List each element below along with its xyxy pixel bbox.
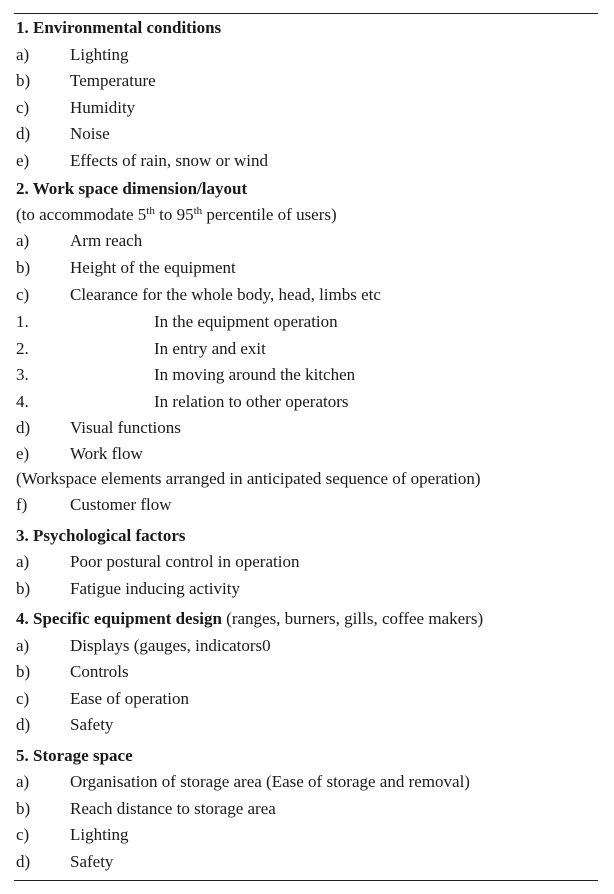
note-middle: to 95 <box>154 205 194 224</box>
item-text: Noise <box>70 124 110 143</box>
section-heading-text: 3. Psychological factors <box>16 526 186 545</box>
subitem-marker: 1. <box>16 312 29 331</box>
item-marker: d) <box>16 852 31 871</box>
list-item <box>16 686 189 712</box>
subitem-marker: 2. <box>16 339 29 358</box>
item-marker: a) <box>16 231 30 250</box>
top-rule <box>14 13 598 14</box>
list-item <box>16 228 142 254</box>
item-marker: d) <box>16 715 31 734</box>
section-heading <box>16 15 221 41</box>
subitem-text: In the equipment operation <box>154 312 338 331</box>
item-text: Visual functions <box>70 418 181 437</box>
item-marker: b) <box>16 579 31 598</box>
sub-list-item <box>16 389 349 415</box>
item-text: Safety <box>70 715 114 734</box>
item-marker: b) <box>16 799 31 818</box>
subitem-text: In entry and exit <box>154 339 266 358</box>
item-marker: f) <box>16 495 28 514</box>
list-item <box>16 68 156 94</box>
list-item <box>16 441 143 467</box>
item-text: Customer flow <box>70 495 172 514</box>
item-text: Lighting <box>70 825 129 844</box>
item-marker: c) <box>16 98 30 117</box>
list-item <box>16 796 276 822</box>
item-marker: d) <box>16 124 31 143</box>
section-heading <box>16 176 247 202</box>
note-sup-1: th <box>146 205 155 217</box>
workflow-note <box>16 466 481 492</box>
subitem-marker: 3. <box>16 365 29 384</box>
list-item <box>16 148 268 174</box>
subitem-text: In relation to other operators <box>154 392 349 411</box>
item-text: Fatigue inducing activity <box>70 579 240 598</box>
list-item <box>16 659 129 685</box>
list-item <box>16 849 113 875</box>
list-item <box>16 121 110 147</box>
item-text: Organisation of storage area (Ease of storage and removal) <box>70 772 470 791</box>
bottom-rule <box>14 880 598 881</box>
item-marker: a) <box>16 772 30 791</box>
list-item <box>16 415 181 441</box>
item-text: Temperature <box>70 71 156 90</box>
item-marker: a) <box>16 636 30 655</box>
item-text: Effects of rain, snow or wind <box>70 151 268 170</box>
item-marker: b) <box>16 662 31 681</box>
item-text: Reach distance to storage area <box>70 799 276 818</box>
list-item <box>16 42 129 68</box>
item-marker: d) <box>16 418 31 437</box>
list-item <box>16 633 271 659</box>
list-item <box>16 492 172 518</box>
item-text: Displays (gauges, indicators0 <box>70 636 271 655</box>
item-marker: a) <box>16 552 30 571</box>
list-item <box>16 282 381 308</box>
workflow-note-text: (Workspace elements arranged in anticipated sequence of operation) <box>16 469 481 488</box>
item-text: Work flow <box>70 444 143 463</box>
list-item <box>16 576 240 602</box>
section-heading <box>16 743 133 769</box>
section-heading-text: 4. Specific equipment design <box>16 609 222 628</box>
section-heading <box>16 606 483 632</box>
list-item <box>16 95 135 121</box>
note-prefix: (to accommodate 5 <box>16 205 147 224</box>
item-marker: e) <box>16 151 30 170</box>
section-heading <box>16 523 186 549</box>
item-text: Arm reach <box>70 231 143 250</box>
sub-list-item <box>16 309 338 335</box>
section-heading-text: 2. Work space dimension/layout <box>16 179 248 198</box>
sub-list-item <box>16 336 266 362</box>
list-item <box>16 255 236 281</box>
item-marker: c) <box>16 825 30 844</box>
item-text: Clearance for the whole body, head, limbs etc <box>70 285 381 304</box>
subitem-marker: 4. <box>16 392 29 411</box>
item-marker: c) <box>16 285 30 304</box>
note-sup-2: th <box>193 205 203 217</box>
section-heading-text: 5. Storage space <box>16 746 133 765</box>
item-marker: c) <box>16 689 30 708</box>
item-marker: b) <box>16 258 31 277</box>
list-item <box>16 549 299 575</box>
item-text: Poor postural control in operation <box>70 552 300 571</box>
item-text: Humidity <box>70 98 136 117</box>
item-text: Lighting <box>70 45 129 64</box>
sub-list-item <box>16 362 355 388</box>
item-text: Controls <box>70 662 129 681</box>
section-heading-text: 1. Environmental conditions <box>16 18 222 37</box>
list-item <box>16 769 470 795</box>
item-marker: e) <box>16 444 30 463</box>
section-note <box>16 202 337 228</box>
subitem-text: In moving around the kitchen <box>154 365 356 384</box>
item-marker: b) <box>16 71 31 90</box>
list-item <box>16 822 129 848</box>
note-suffix: percentile of users) <box>202 205 337 224</box>
item-text: Ease of operation <box>70 689 189 708</box>
list-item <box>16 712 113 738</box>
item-text: Safety <box>70 852 114 871</box>
item-text: Height of the equipment <box>70 258 236 277</box>
item-marker: a) <box>16 45 30 64</box>
section-heading-suffix: (ranges, burners, gills, coffee makers) <box>221 609 484 628</box>
